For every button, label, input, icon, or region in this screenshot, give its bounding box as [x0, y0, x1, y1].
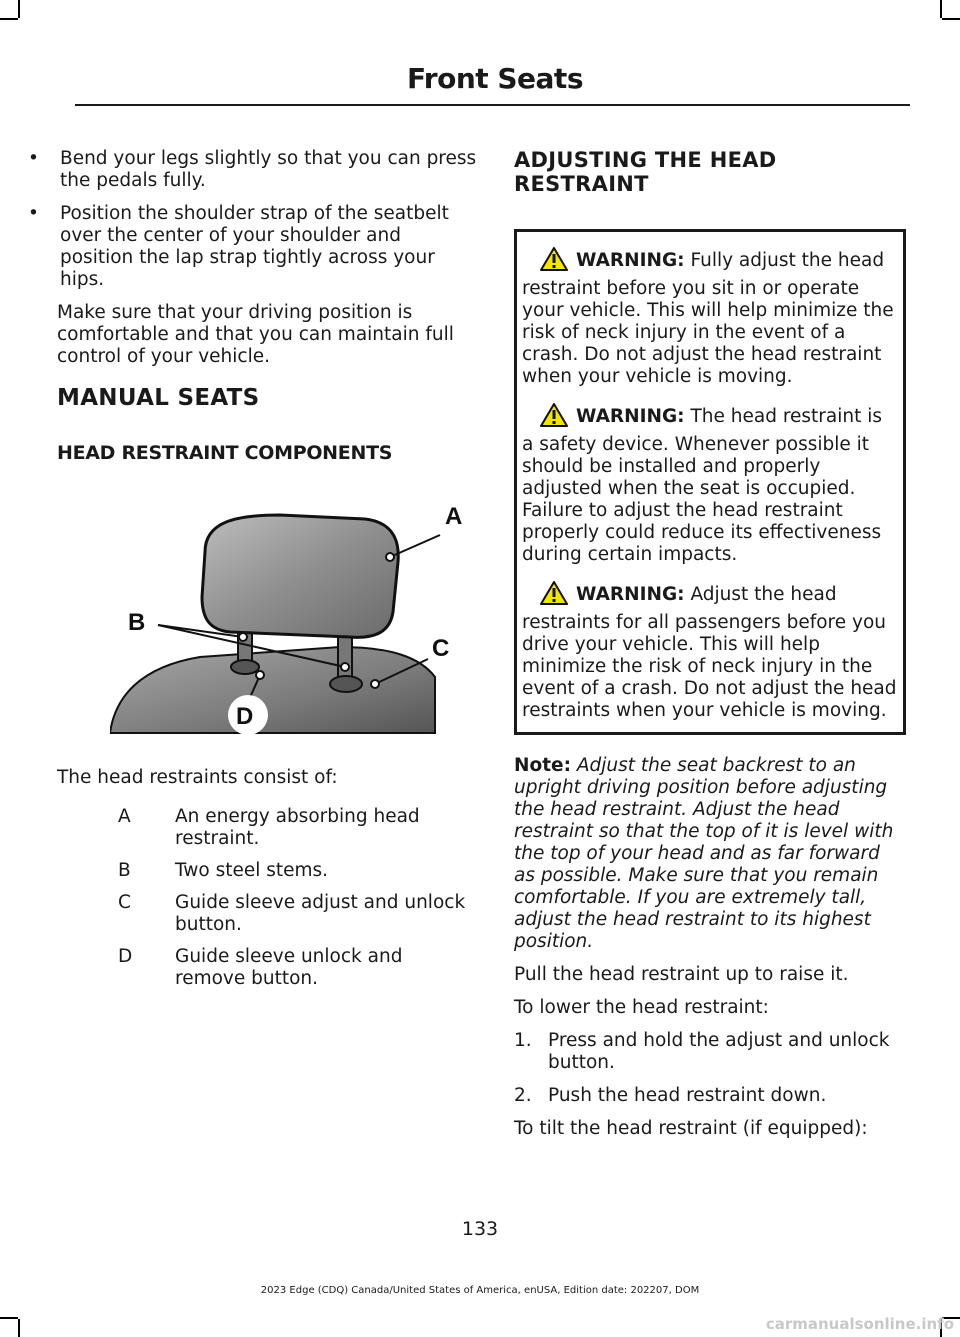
warning-triangle-icon: [540, 246, 568, 278]
page-number: 133: [461, 1218, 499, 1240]
step-text: Push the head restraint down.: [548, 1085, 827, 1106]
warning-label: WARNING:: [576, 250, 685, 271]
legend-row: [57, 892, 477, 936]
legend-text: Two steel stems.: [175, 860, 329, 881]
legend-row: [57, 946, 477, 990]
bullet-text: Bend your legs slightly so that you can press the pedals fully.: [60, 148, 477, 191]
header-rule: [75, 104, 910, 106]
warning-text: Adjust the head restraints for all passengers before you drive your vehicle. This will help minimize the risk of neck injury in the event of a crash. Do not adjust the head restraints when your vehicle is moving.: [522, 584, 897, 721]
warning-label: WARNING:: [576, 406, 685, 427]
legend-key: A: [118, 806, 131, 827]
step-text: Press and hold the adjust and unlock button.: [548, 1030, 890, 1073]
paragraph: To tilt the head restraint (if equipped):: [514, 1118, 868, 1139]
list-item: [0, 203, 477, 291]
edition-footer: 2023 Edge (CDQ) Canada/United States of America, enUSA, Edition date: 202207, DOM: [260, 1285, 700, 1296]
warning-triangle-icon: [540, 402, 568, 434]
crop-mark-tl-h: [0, 18, 18, 20]
crop-mark-bl-v: [18, 1319, 20, 1337]
legend-row: [57, 806, 477, 850]
head-restraint-illustration: [110, 497, 465, 737]
legend-row: [57, 860, 477, 882]
crop-mark-tl-v: [18, 0, 20, 18]
warning-text: Fully adjust the head restraint before you sit in or operate your vehicle. This will help minimize the risk of neck injury in the event of a crash. Do not adjust the head restraint when your vehicle is moving.: [522, 250, 894, 387]
page-title: Front Seats: [406, 62, 583, 95]
callout-label-a: A: [445, 503, 463, 530]
head-restraint-diagram: [110, 497, 465, 737]
paragraph: Make sure that your driving position is comfortable and that you can maintain full control of your vehicle.: [57, 302, 454, 367]
step-number: 2.: [514, 1085, 532, 1106]
crop-mark-bl-h: [0, 1317, 18, 1319]
legend-key: C: [118, 892, 131, 913]
section-heading: MANUAL SEATS: [57, 385, 260, 411]
note-text: Adjust the seat backrest to an upright driving position before adjusting the head restraint. Adjust the head restraint so that the top of it is level with the top of your head and as far forward as possible. Make sure that you remain comfortable. If you are extremely tall, adjust the head restraint to its highest position.: [514, 755, 894, 952]
callout-label-c: C: [432, 635, 450, 662]
warning-triangle-icon: [540, 580, 568, 612]
subsection-heading: HEAD RESTRAINT COMPONENTS: [57, 442, 393, 464]
legend-intro: The head restraints consist of:: [57, 767, 338, 788]
legend-section: [57, 767, 477, 1000]
note-label: Note:: [514, 755, 571, 776]
legend-text: Guide sleeve unlock and remove button.: [175, 946, 403, 989]
right-column: [514, 148, 906, 1151]
warning-item: [522, 246, 898, 388]
bullet-dot: •: [28, 203, 39, 224]
paragraph: To lower the head restraint:: [514, 997, 769, 1018]
warning-box: [514, 229, 906, 735]
bullet-text: Position the shoulder strap of the seatbelt over the center of your shoulder and position the lap strap tightly across your hips.: [60, 203, 449, 290]
paragraph: Pull the head restraint up to raise it.: [514, 964, 849, 985]
warning-label: WARNING:: [576, 584, 685, 605]
callout-label-d: D: [236, 703, 254, 730]
legend-key: B: [118, 860, 131, 881]
note: [514, 755, 906, 953]
list-item: [514, 1085, 906, 1107]
legend-text: An energy absorbing head restraint.: [175, 806, 420, 849]
legend-key: D: [118, 946, 133, 967]
warning-item: [522, 402, 898, 566]
watermark: carmanualsonline.info: [765, 1315, 954, 1333]
crop-mark-tr-h: [942, 18, 960, 20]
list-item: [0, 148, 477, 192]
left-column: [28, 148, 477, 464]
warning-item: [522, 580, 898, 722]
legend-text: Guide sleeve adjust and unlock button.: [175, 892, 466, 935]
callout-label-b: B: [128, 609, 146, 636]
step-number: 1.: [514, 1030, 532, 1051]
section-heading: ADJUSTING THE HEAD RESTRAINT: [514, 148, 777, 196]
list-item: [514, 1030, 906, 1074]
crop-mark-tr-v: [940, 0, 942, 18]
warning-text: The head restraint is a safety device. Whenever possible it should be installed and properly adjusted when the seat is occupied. Failure to adjust the head restraint properly could reduce its effectiveness during certain impacts.: [522, 406, 883, 565]
bullet-dot: •: [28, 148, 39, 169]
